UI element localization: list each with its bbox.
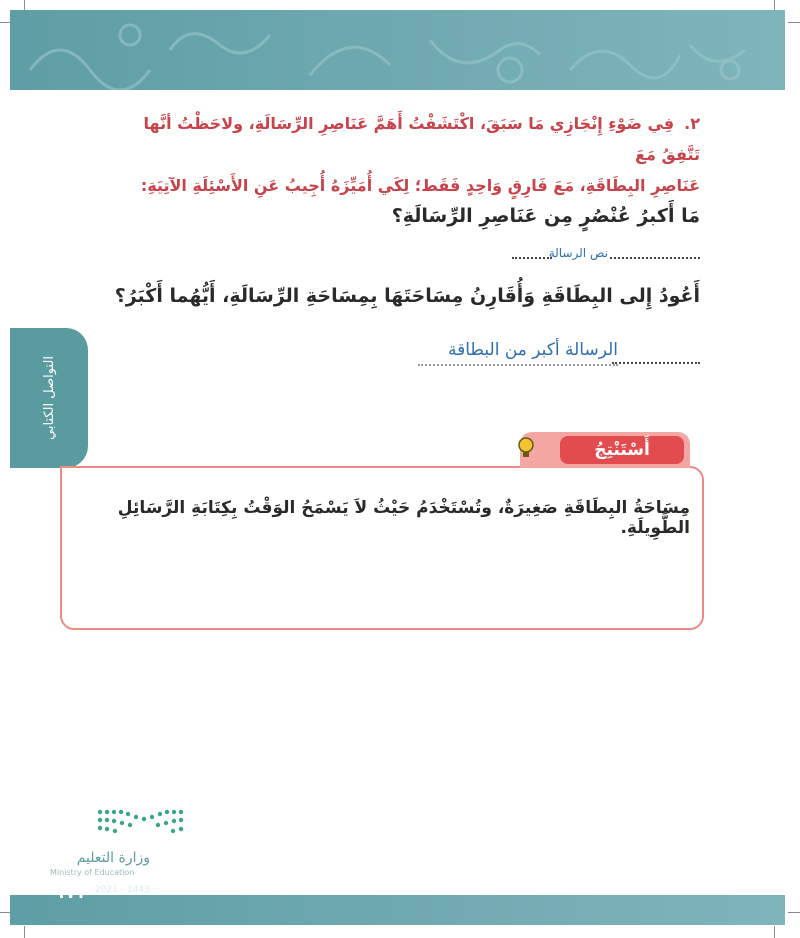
question-number: ٢. (684, 114, 700, 133)
conclusion-text: مِسَاحَةُ البِطَاقَةِ صَغِيرَةٌ، وتُسْتَخْدَمُ حَيْثُ لاَ يَسْمَحُ الوَقْتُ بِكِتَابَةِ الرَّسَائِلِ الطَّوِيلَةِ. (117, 498, 690, 538)
crop-mark (788, 22, 800, 23)
answer-a: نص الرسالة (548, 246, 608, 260)
crop-mark (788, 912, 800, 913)
instruction-line-1: فِي ضَوْءِ إِنْجَازِي مَا سَبَقَ، اكْتَشَفْتُ أَهَمَّ عَنَاصِرِ الرِّسَالَةِ، ولاحَظْتُ أنَّها تَتَّفِقُ مَعَ (143, 114, 700, 164)
edition-year: 2021 - 1443 (95, 885, 150, 895)
page-number: ١٧١ (56, 883, 86, 902)
ministry-name-en: Ministry of Education (50, 868, 135, 877)
answer-line (610, 257, 700, 259)
footer-band (10, 895, 785, 925)
chapter-label: التواصل الكتابي (42, 356, 57, 440)
header-pattern (10, 10, 785, 90)
question-a: مَا أَكبرُ عُنْصُرٍ مِن عَنَاصِرِ الرِّسَالَةِ؟ (391, 205, 700, 227)
answer-line (418, 364, 618, 366)
crop-mark (0, 912, 10, 913)
crop-mark (774, 0, 775, 10)
question-2-instruction (100, 108, 700, 201)
crop-mark (774, 926, 775, 938)
conclusion-title: أَسْتَنْتِجُ (560, 436, 684, 464)
answer-line (612, 362, 700, 364)
ministry-name: وزارة التعليم (76, 850, 150, 866)
instruction-line-2: عَنَاصِرِ البِطَاقَةِ، مَعَ فَارِقٍ وَاحِدٍ فَقَط؛ لِكَي أُمَيِّزَهُ أُجِيبُ عَنِ الأَسْئِلَةِ الآتِيَةِ: (140, 176, 700, 195)
conclusion-box (60, 466, 704, 630)
ministry-logo-icon (96, 808, 192, 840)
question-b: أَعُودُ إِلى البِطَاقَةِ وَأُقَارِنُ مِسَاحَتَهَا بِمِسَاحَةِ الرِّسَالَةِ، أَيُّهُما أَكْبَرُ؟ (114, 285, 700, 307)
answer-b: الرسالة أكبر من البطاقة (448, 340, 618, 360)
crop-mark (0, 22, 10, 23)
chapter-side-tab (10, 328, 88, 468)
lightbulb-icon (517, 437, 535, 459)
answer-line (512, 257, 552, 259)
header-band (10, 10, 785, 90)
crop-mark (24, 926, 25, 938)
crop-mark (24, 0, 25, 10)
